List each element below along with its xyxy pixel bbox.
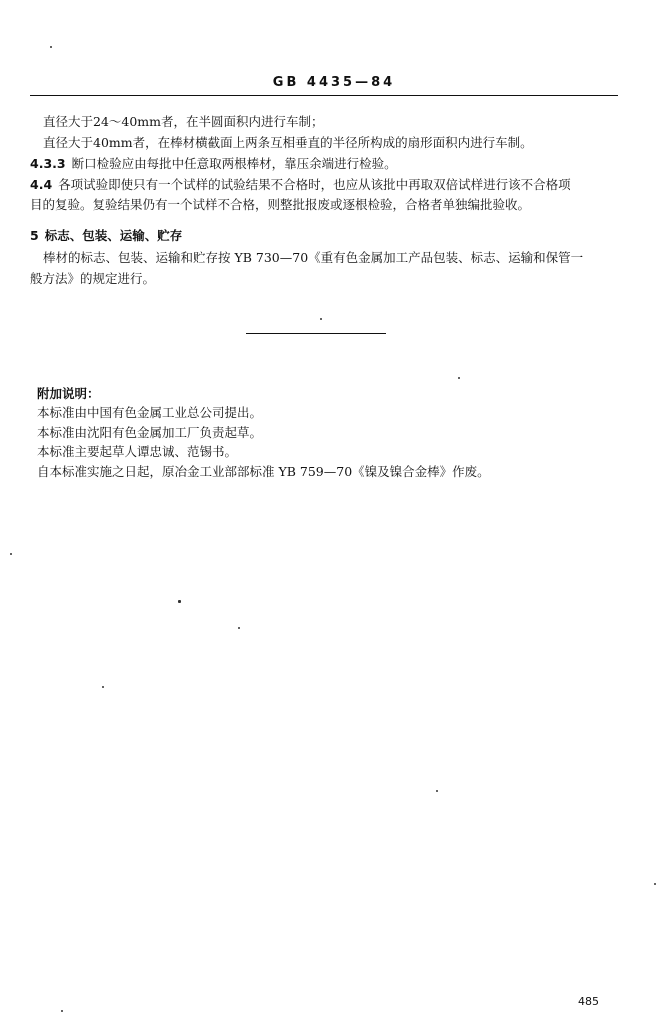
clause-diameter-over-40: 直径大于40mm者，在棒材横截面上两条互相垂直的半径所构成的扇形面积内进行车制。 — [43, 135, 533, 150]
notes-line-2: 本标准由沈阳有色金属加工厂负责起草。 — [37, 425, 263, 440]
scan-speck — [238, 627, 240, 629]
section-5-text-1: 棒材的标志、包装、运输和贮存按 YB 730—70《重有色金属加工产品包装、标志、运输和保管一 — [43, 250, 584, 265]
scan-speck — [61, 1010, 63, 1012]
scan-speck — [436, 790, 438, 792]
clause-4-4 — [30, 177, 571, 193]
clause-4-3-3-text: 断口检验应由每批中任意取两根棒材，靠压余端进行检验。 — [71, 156, 397, 171]
clause-4-4-text-1: 各项试验即使只有一个试样的试验结果不合格时，也应从该批中再取双倍试样进行该不合格项 — [58, 177, 571, 192]
notes-title: 附加说明： — [37, 386, 100, 401]
scan-speck — [178, 600, 181, 603]
notes-line-4: 自本标准实施之日起，原冶金工业部部标准 YB 759—70《镍及镍合金棒》作废。 — [37, 464, 490, 479]
scan-speck — [458, 377, 460, 379]
header-rule — [30, 95, 618, 96]
clause-diameter-24-40: 直径大于24～40mm者，在半圆面积内进行车制； — [43, 114, 324, 129]
clause-4-4-number: 4.4 — [30, 177, 53, 192]
notes-line-1: 本标准由中国有色金属工业总公司提出。 — [37, 405, 263, 420]
section-5-text-2: 般方法》的规定进行。 — [30, 271, 156, 286]
section-end-rule — [246, 333, 386, 334]
page-number: 485 — [578, 995, 599, 1008]
scan-speck — [50, 46, 52, 48]
clause-4-4-text-2: 目的复验。复验结果仍有一个试样不合格，则整批报废或逐根检验，合格者单独编批验收。 — [30, 197, 531, 212]
scan-speck — [654, 883, 656, 885]
scan-speck — [10, 553, 12, 555]
section-5-title: 标志、包装、运输、贮存 — [44, 228, 183, 243]
scan-speck — [102, 686, 104, 688]
section-5-number: 5 — [30, 228, 39, 243]
clause-4-3-3 — [30, 156, 397, 172]
notes-line-3: 本标准主要起草人谭忠诚、范锡书。 — [37, 444, 238, 459]
standard-code-header: GB 4435—84 — [272, 75, 396, 90]
section-5-heading — [30, 228, 182, 244]
clause-4-3-3-number: 4.3.3 — [30, 156, 66, 171]
scan-speck — [320, 318, 322, 320]
